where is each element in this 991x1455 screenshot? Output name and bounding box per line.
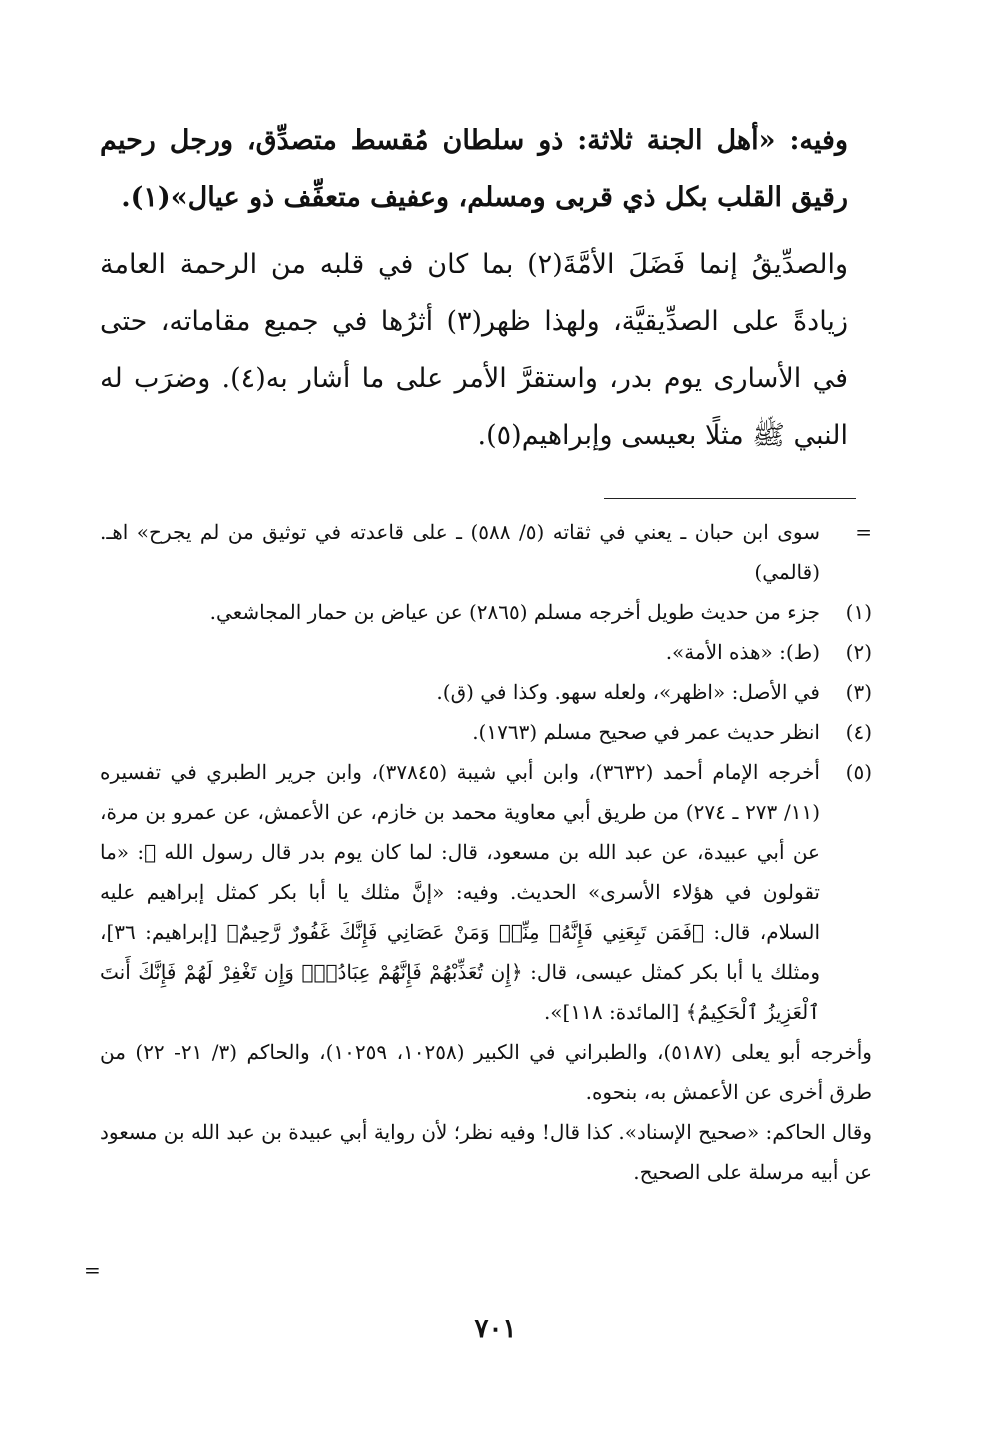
footnote-number: (٥) [845, 760, 872, 784]
footnote-number: (٢) [845, 640, 872, 664]
footnote-text: سوى ابن حبان ـ يعني في ثقاته (٥/ ٥٨٨) ـ على قاعدته في توثيق من لم يجرح» اهـ. (قالمي) [100, 520, 820, 584]
main-paragraph: وفيه: «أهل الجنة ثلاثة: ذو سلطان مُقسط متصدِّق، ورجل رحيم رقيق القلب بكل ذي قربى ومسلم، وعفيف متعفِّف ذو عيال»(١). [100, 125, 848, 213]
footnote-text: (ط): «هذه الأمة». [665, 640, 820, 664]
footnote-2 [100, 632, 872, 672]
footnote-continuation [100, 512, 872, 592]
footnote-1 [100, 592, 872, 632]
footnote-text: في الأصل: «اظهر»، ولعله سهو. وكذا في (ق). [436, 680, 820, 704]
footnote-number: (٤) [845, 720, 872, 744]
page-end-marker: = [84, 1258, 101, 1282]
footnote-5 [100, 752, 872, 1032]
footnote-text: انظر حديث عمر في صحيح مسلم (١٧٦٣). [472, 720, 820, 744]
main-paragraph: والصدِّيقُ إنما فَضَلَ الأمَّةَ(٢) بما كان في قلبه من الرحمة العامة زيادةً على الصدِّيقيَّة، ولهذا ظهر(٣) أثرُها في جميع مقاماته، حتى في الأسارى يوم بدر، واستقرَّ الأمر على ما أشار به(٤). وضرَب له النبي ﷺ مثلًا بعيسى وإبراهيم(٥). [100, 249, 848, 451]
continuation-marker: = [855, 520, 872, 544]
footnote-5-continued [100, 1032, 872, 1192]
footnote-4 [100, 712, 872, 752]
footnote-text: أخرجه الإمام أحمد (٣٦٣٢)، وابن أبي شيبة (٣٧٨٤٥)، وابن جرير الطبري في تفسيره (١١/ ٢٧٣ ـ ٢٧٤) من طريق أبي معاوية محمد بن خازم، عن الأعمش، عن عمرو بن مرة، عن أبي عبيدة، عن عبد الله بن مسعود، قال: لما كان يوم بدر قال رسول الله ﷺ: «ما تقولون في هؤلاء الأسرى» الحديث. وفيه: «إنَّ مثلك يا أبا بكر كمثل إبراهيم عليه السلام، قال: ﴿فَمَن تَبِعَنِي فَإِنَّهُۥ مِنِّيۖ وَمَنْ عَصَانِي فَإِنَّكَ غَفُورٌ رَّحِيمٌ﴾ [إبراهيم: ٣٦]، ومثلك يا أبا بكر كمثل عيسى، قال: ﴿إِن تُعَذِّبْهُمْ فَإِنَّهُمْ عِبَادُكَۖ وَإِن تَغْفِرْ لَهُمْ فَإِنَّكَ أَنتَ ٱلْعَزِيزُ ٱلْحَكِيمُ﴾ [المائدة: ١١٨]». [100, 760, 820, 1024]
footnote-number: (١) [845, 600, 872, 624]
main-text [100, 112, 848, 474]
footnote-3 [100, 672, 872, 712]
footnotes [100, 512, 872, 1192]
footnote-separator [604, 498, 856, 499]
footnote-text: وأخرجه أبو يعلى (٥١٨٧)، والطبراني في الكبير (١٠٢٥٨، ١٠٢٥٩)، والحاكم (٣/ ٢١- ٢٢) من طرق أخرى عن الأعمش به، بنحوه. [100, 1040, 872, 1104]
page-number: ٧٠١ [474, 1314, 517, 1344]
footnote-text: وقال الحاكم: «صحيح الإسناد». كذا قال! وفيه نظر؛ لأن رواية أبي عبيدة بن عبد الله بن مسعود عن أبيه مرسلة على الصحيح. [100, 1120, 872, 1184]
footnote-text: جزء من حديث طويل أخرجه مسلم (٢٨٦٥) عن عياض بن حمار المجاشعي. [209, 600, 820, 624]
footnote-number: (٣) [845, 680, 872, 704]
